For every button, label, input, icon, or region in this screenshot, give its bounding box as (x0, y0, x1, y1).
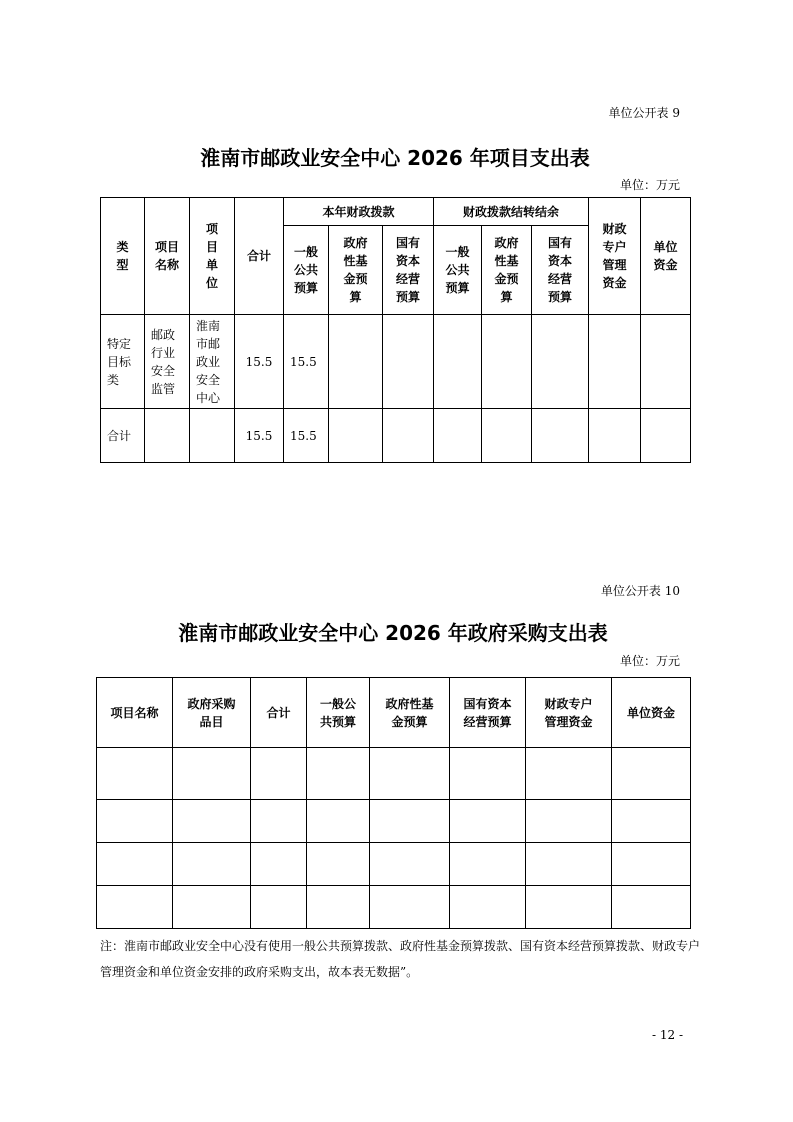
cell-general-budget: 15.5 (284, 315, 329, 409)
header-project-name: 项目 名称 (145, 198, 190, 315)
cell-empty (612, 748, 691, 800)
cell-empty (641, 409, 691, 463)
table2-title: 淮南市邮政业安全中心 2026 年政府采购支出表 (178, 621, 608, 645)
header-state-capital-budget: 国有资本 经营预算 (450, 678, 526, 748)
cell-empty (526, 886, 612, 929)
cell-empty (434, 315, 482, 409)
cell-empty (383, 409, 434, 463)
table-row (97, 886, 691, 929)
cell-empty (641, 315, 691, 409)
header-general-budget: 一般公 共预算 (307, 678, 370, 748)
header-state-capital-budget-carryover: 国有 资本 经营 预算 (532, 226, 589, 315)
cell-empty (145, 409, 190, 463)
cell-empty (612, 886, 691, 929)
header-project-name: 项目名称 (97, 678, 173, 748)
cell-empty (434, 409, 482, 463)
cell-empty (190, 409, 235, 463)
project-expenditure-table (100, 197, 691, 463)
cell-empty (526, 800, 612, 843)
header-project-unit: 项 目 单 位 (190, 198, 235, 315)
cell-empty (450, 800, 526, 843)
cell-empty (370, 800, 450, 843)
cell-empty (370, 843, 450, 886)
cell-empty (482, 315, 532, 409)
cell-total: 15.5 (235, 315, 284, 409)
cell-empty (450, 843, 526, 886)
cell-empty (251, 748, 307, 800)
table2-note: 注：淮南市邮政业安全中心没有使用一般公共预算拨款、政府性基金预算拨款、国有资本经营预算拨款、财政专户管理资金和单位资金安排的政府采购支出，故本表无数据”。 (100, 939, 701, 979)
cell-type: 特定 目标 类 (101, 315, 145, 409)
cell-total: 15.5 (235, 409, 284, 463)
cell-empty (307, 843, 370, 886)
cell-empty (532, 409, 589, 463)
cell-empty (532, 315, 589, 409)
cell-empty (251, 800, 307, 843)
header-unit-fund: 单位资金 (612, 678, 691, 748)
header-general-budget-carryover: 一般 公共 预算 (434, 226, 482, 315)
cell-empty (173, 800, 251, 843)
header-type: 类 型 (101, 198, 145, 315)
cell-empty (97, 800, 173, 843)
cell-empty (589, 409, 641, 463)
cell-empty (307, 748, 370, 800)
table1-unit: 单位：万元 (619, 178, 680, 192)
table2-header-row (97, 678, 691, 748)
cell-empty (450, 748, 526, 800)
cell-project-name: 邮政 行业 安全 监管 (145, 315, 190, 409)
cell-empty (251, 886, 307, 929)
cell-empty (589, 315, 641, 409)
cell-empty (450, 886, 526, 929)
cell-empty (482, 409, 532, 463)
cell-general-budget: 15.5 (284, 409, 329, 463)
cell-empty (612, 800, 691, 843)
table2-unit: 单位：万元 (619, 654, 680, 668)
header-special-fund: 财政专户 管理资金 (526, 678, 612, 748)
cell-empty (173, 843, 251, 886)
header-current-year-appropriation: 本年财政拨款 (284, 198, 434, 226)
header-gov-fund-budget: 政府性基 金预算 (370, 678, 450, 748)
table-row-total (101, 409, 691, 463)
cell-empty (329, 409, 383, 463)
cell-empty (173, 886, 251, 929)
header-total: 合计 (251, 678, 307, 748)
cell-empty (612, 843, 691, 886)
cell-project-unit: 淮南 市邮 政业 安全 中心 (190, 315, 235, 409)
table-row (97, 843, 691, 886)
cell-empty (97, 843, 173, 886)
header-total: 合计 (235, 198, 284, 315)
table2-label: 单位公开表 10 (600, 584, 680, 598)
header-unit-fund: 单位 资金 (641, 198, 691, 315)
procurement-expenditure-table (96, 677, 691, 929)
header-special-fund: 财政 专户 管理 资金 (589, 198, 641, 315)
cell-empty (173, 748, 251, 800)
table1-header-row-1 (101, 198, 691, 226)
header-general-budget: 一般 公共 预算 (284, 226, 329, 315)
cell-empty (370, 886, 450, 929)
cell-type: 合计 (101, 409, 145, 463)
header-gov-fund-budget: 政府 性基 金预 算 (329, 226, 383, 315)
cell-empty (97, 886, 173, 929)
cell-empty (307, 800, 370, 843)
cell-empty (97, 748, 173, 800)
cell-empty (329, 315, 383, 409)
header-gov-fund-budget-carryover: 政府 性基 金预 算 (482, 226, 532, 315)
cell-empty (526, 748, 612, 800)
cell-empty (307, 886, 370, 929)
header-procurement-item: 政府采购 品目 (173, 678, 251, 748)
cell-empty (251, 843, 307, 886)
table1-title: 淮南市邮政业安全中心 2026 年项目支出表 (200, 146, 590, 170)
table1-label: 单位公开表 9 (608, 106, 680, 120)
cell-empty (383, 315, 434, 409)
table-row (97, 748, 691, 800)
header-carryover-balance: 财政拨款结转结余 (434, 198, 589, 226)
page-number: - 12 - (652, 1028, 684, 1042)
table-row (97, 800, 691, 843)
cell-empty (370, 748, 450, 800)
cell-empty (526, 843, 612, 886)
header-state-capital-budget: 国有 资本 经营 预算 (383, 226, 434, 315)
table-row (101, 315, 691, 409)
